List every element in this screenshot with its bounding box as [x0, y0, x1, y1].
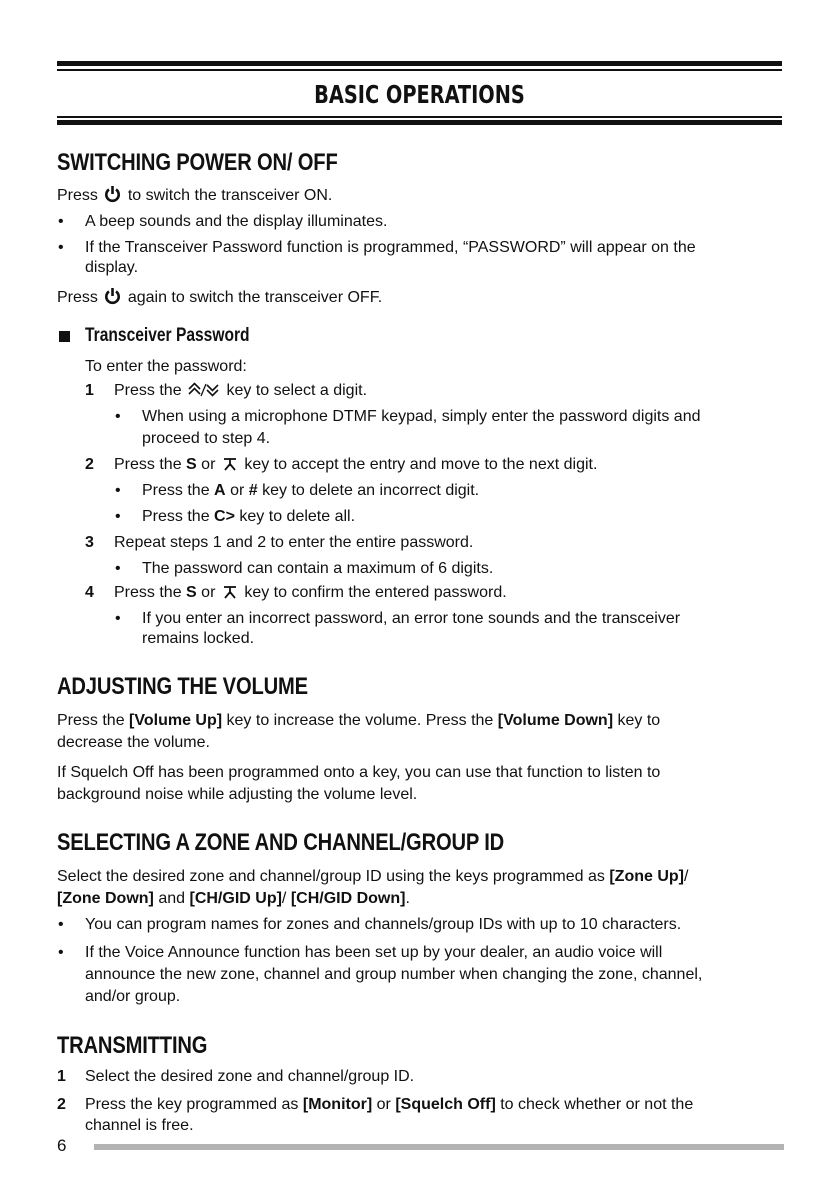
page-title: BASIC OPERATIONS — [314, 80, 525, 109]
step-1-bullet-line2: proceed to step 4. — [142, 430, 271, 447]
header-rule-bottom — [57, 120, 782, 125]
up-down-arrows-icon — [188, 382, 220, 398]
volume-line3: If Squelch Off has been programmed onto a key, you can use that function to listen to — [57, 764, 661, 781]
paragraph-power-on: Press to switch the transceiver ON. — [57, 187, 333, 204]
step-3-text: Repeat steps 1 and 2 to enter the entire password. — [114, 534, 474, 551]
step-4-bullet-line1: If you enter an incorrect password, an error tone sounds and the transceiver — [142, 610, 681, 627]
step-number: 3 — [85, 534, 94, 551]
zone-bullet-1: You can program names for zones and channels/group IDs with up to 10 characters. — [85, 916, 682, 933]
bullet-mark: • — [58, 916, 64, 933]
square-bullet-icon — [59, 331, 70, 342]
zone-line1: Select the desired zone and channel/group ID using the keys programmed as [Zone Up]/ — [57, 868, 689, 885]
volume-line2: decrease the volume. — [57, 734, 210, 751]
step-4-bullet-line2: remains locked. — [142, 630, 255, 647]
footer-bar — [94, 1144, 784, 1150]
transmit-step-2-line2: channel is free. — [85, 1117, 194, 1134]
password-intro: To enter the password: — [85, 358, 247, 375]
header-rule-top — [57, 61, 782, 66]
step-number: 1 — [85, 382, 94, 399]
step-number: 2 — [57, 1096, 66, 1113]
step-1-bullet-line1: When using a microphone DTMF keypad, simply enter the password digits and — [142, 408, 701, 425]
step-1-text: Press the key to select a digit. — [114, 382, 368, 399]
zone-bullet-2-line3: and/or group. — [85, 988, 181, 1005]
zone-bullet-2-line2: announce the new zone, channel and group number when changing the zone, channel, — [85, 966, 703, 983]
bullet-mark: • — [115, 610, 121, 627]
header-rule-bottom-thin — [57, 116, 782, 118]
page-number: 6 — [57, 1136, 67, 1155]
bullet-mark: • — [115, 508, 121, 525]
step-number: 2 — [85, 456, 94, 473]
bullet-mark: • — [115, 408, 121, 425]
section-heading-zone: SELECTING A ZONE AND CHANNEL/GROUP ID — [57, 829, 505, 856]
transmit-step-1: Select the desired zone and channel/group ID. — [85, 1068, 415, 1085]
step-4-text: Press the S or key to confirm the entered password. — [114, 584, 507, 601]
bullet-mark: • — [115, 482, 121, 499]
transmit-step-2-line1: Press the key programmed as [Monitor] or [Squelch Off] to check whether or not the — [85, 1096, 694, 1113]
section-heading-power: SWITCHING POWER ON/ OFF — [57, 149, 338, 176]
volume-line1: Press the [Volume Up] key to increase the volume. Press the [Volume Down] key to — [57, 712, 661, 729]
step-2-text: Press the S or key to accept the entry and move to the next digit. — [114, 456, 598, 473]
key-s: S — [186, 456, 197, 473]
asterisk-key-icon — [222, 584, 238, 600]
bullet-beep: A beep sounds and the display illuminates. — [85, 213, 388, 230]
step-3-bullet: The password can contain a maximum of 6 digits. — [142, 560, 494, 577]
power-icon — [104, 287, 121, 305]
bullet-password-line2: display. — [85, 259, 139, 276]
bullet-mark: • — [58, 213, 64, 230]
section-heading-volume: ADJUSTING THE VOLUME — [57, 673, 308, 700]
section-heading-transmitting: TRANSMITTING — [57, 1032, 208, 1059]
step-2-bullet-1: Press the A or # key to delete an incorrect digit. — [142, 482, 480, 499]
bullet-password-line1: If the Transceiver Password function is programmed, “PASSWORD” will appear on the — [85, 239, 696, 256]
step-number: 1 — [57, 1068, 66, 1085]
zone-bullet-2-line1: If the Voice Announce function has been set up by your dealer, an audio voice will — [85, 944, 663, 961]
volume-line4: background noise while adjusting the volume level. — [57, 786, 418, 803]
step-2-bullet-2: Press the C> key to delete all. — [142, 508, 356, 525]
asterisk-key-icon — [222, 456, 238, 472]
paragraph-power-off: Press again to switch the transceiver OFF. — [57, 289, 383, 306]
header-rule-top-thin — [57, 69, 782, 71]
bullet-mark: • — [58, 239, 64, 256]
bullet-mark: • — [58, 944, 64, 961]
subsection-heading-password: Transceiver Password — [85, 325, 250, 346]
power-icon — [104, 185, 121, 203]
zone-line2: [Zone Down] and [CH/GID Up]/ [CH/GID Down]. — [57, 890, 410, 907]
bullet-mark: • — [115, 560, 121, 577]
step-number: 4 — [85, 584, 94, 601]
